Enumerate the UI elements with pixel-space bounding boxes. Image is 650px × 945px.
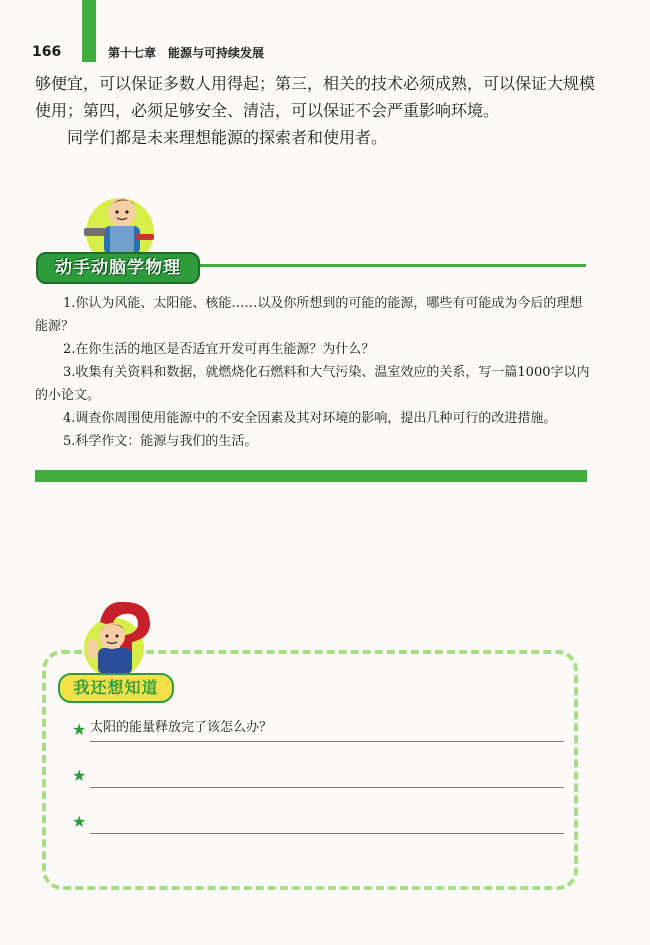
question-row-3 [72,810,564,834]
answer-line-3 [90,833,564,834]
activity-section-bottom-bar [35,470,587,482]
page-number: 166 [32,44,62,60]
question-text-1: 太阳的能量释放完了该怎么办？ [90,720,273,735]
activity-list [35,292,593,453]
answer-line-1 [90,741,564,742]
star-icon: ★ [72,812,87,831]
paragraph-explorers: 同学们都是未来理想能源的探索者和使用者。 [67,128,388,147]
activity-item-4: 4.调查你周围使用能源中的不安全因素及其对环境的影响，提出几种可行的改进措施。 [63,411,557,426]
know-section-heading: 我还想知道 [58,673,174,703]
paragraph-continued: 够便宜，可以保证多数人用得起；第三，相关的技术必须成熟，可以保证大规模使用；第四，必须足够安全、清洁，可以保证不会严重影响环境。 [35,74,596,120]
answer-line-2 [90,787,564,788]
mascot-question-illustration [66,596,162,680]
chapter-title: 第十七章 能源与可持续发展 [108,46,265,60]
activity-section-rule [190,264,586,267]
activity-item-5: 5.科学作文：能源与我们的生活。 [63,434,258,449]
question-row-1 [72,718,564,742]
activity-item-2: 2.在你生活的地区是否适宜开发可再生能源？为什么？ [63,342,375,357]
activity-item-1: 1.你认为风能、太阳能、核能……以及你所想到的可能的能源，哪些有可能成为今后的理想能源？ [35,296,583,334]
activity-section-heading: 动手动脑学物理 [36,252,200,284]
header-green-stripe [82,0,96,62]
star-icon: ★ [72,766,87,785]
question-row-2 [72,764,564,788]
star-icon: ★ [72,720,87,739]
activity-item-3: 3.收集有关资料和数据，就燃烧化石燃料和大气污染、温室效应的关系，写一篇1000字以内的小论文。 [35,365,590,403]
mascot-tinkering-illustration [70,188,170,260]
